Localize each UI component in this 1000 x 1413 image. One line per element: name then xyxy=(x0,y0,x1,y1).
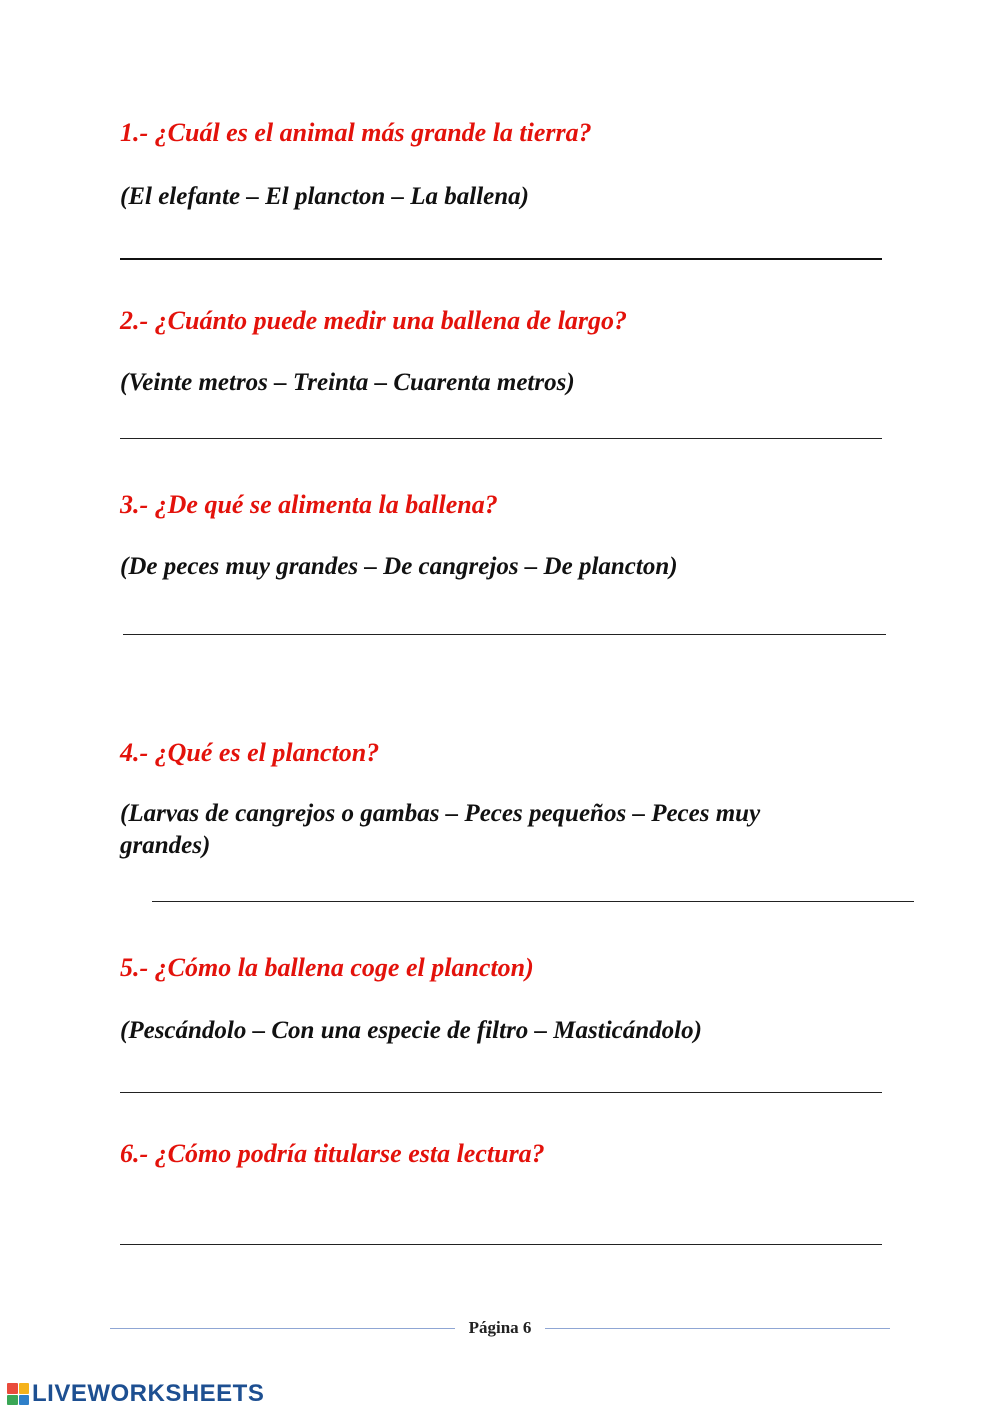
question-5: 5.- ¿Cómo la ballena coge el plancton) xyxy=(120,953,534,982)
options-4: (Larvas de cangrejos o gambas – Peces pequeños – Peces muy grandes) xyxy=(120,800,761,859)
question-4: 4.- ¿Qué es el plancton? xyxy=(120,738,380,767)
answer-line-2[interactable] xyxy=(120,438,882,439)
question-1: 1.- ¿Cuál es el animal más grande la tierra? xyxy=(120,118,592,147)
answer-line-1[interactable] xyxy=(120,258,882,260)
answer-line-6[interactable] xyxy=(120,1244,882,1245)
question-6: 6.- ¿Cómo podría titularse esta lectura? xyxy=(120,1139,545,1168)
footer-rule-left xyxy=(110,1328,455,1329)
logo-text: LIVEWORKSHEETS xyxy=(32,1380,265,1407)
options-1: (El elefante – El plancton – La ballena) xyxy=(120,183,530,210)
options-2: (Veinte metros – Treinta – Cuarenta metros) xyxy=(120,369,575,396)
answer-line-5[interactable] xyxy=(120,1092,882,1093)
question-3: 3.- ¿De qué se alimenta la ballena? xyxy=(120,490,498,519)
options-5: (Pescándolo – Con una especie de filtro – Masticándolo) xyxy=(120,1017,702,1044)
footer-rule-right xyxy=(545,1328,890,1329)
answer-line-4[interactable] xyxy=(152,901,914,902)
options-3: (De peces muy grandes – De cangrejos – De plancton) xyxy=(120,553,678,580)
liveworksheets-logo[interactable] xyxy=(7,1380,264,1408)
page-number: Página 6 xyxy=(468,1318,532,1337)
question-2: 2.- ¿Cuánto puede medir una ballena de largo? xyxy=(120,306,628,335)
liveworksheets-logo-icon xyxy=(7,1383,29,1405)
answer-line-3[interactable] xyxy=(123,634,886,635)
